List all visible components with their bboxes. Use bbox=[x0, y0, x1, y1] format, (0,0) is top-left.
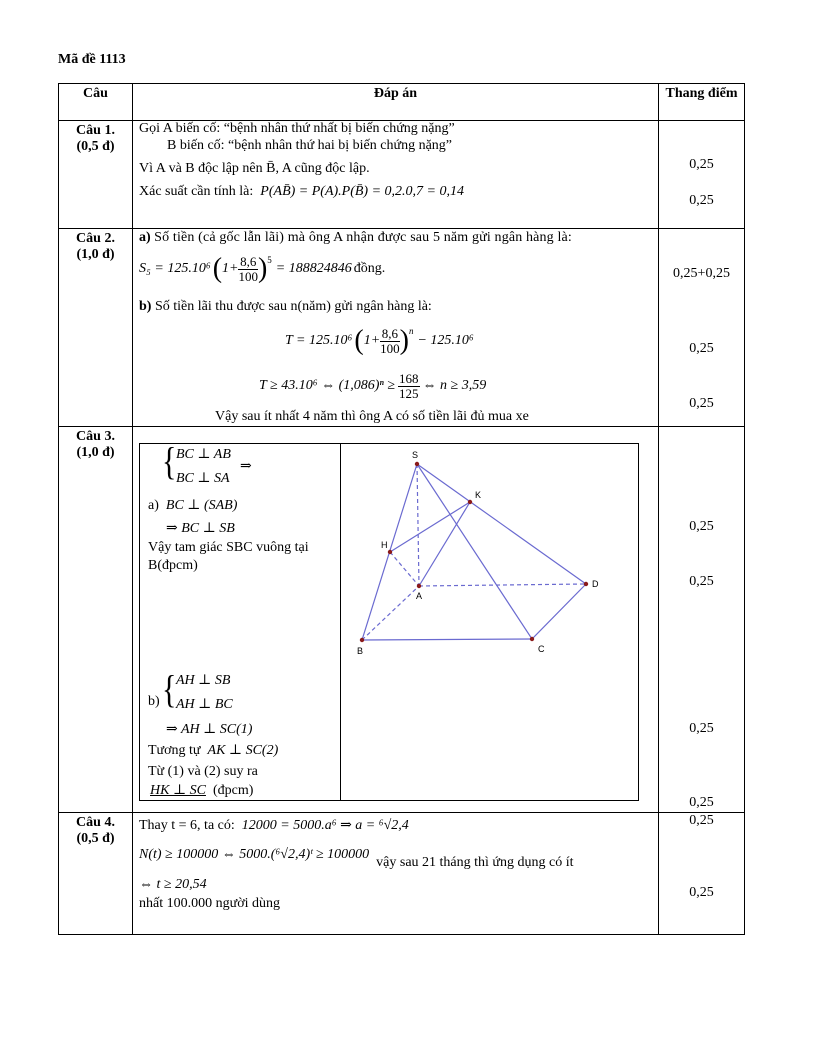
q1-score-2: 0,25 bbox=[689, 193, 714, 208]
segment-AH bbox=[390, 552, 419, 586]
q1-line1: Gọi A biến cố: “bệnh nhân thứ nhất bị biến chứng nặng” bbox=[139, 121, 455, 136]
header-row bbox=[59, 84, 745, 121]
edge-AD bbox=[419, 584, 586, 586]
cau-3-score bbox=[659, 427, 745, 813]
segment-AK bbox=[419, 502, 470, 586]
label-D: D bbox=[592, 579, 599, 589]
label-S: S bbox=[412, 450, 419, 460]
cau-4-label: Câu 4. (0,5 đ) bbox=[59, 813, 133, 935]
cau-1-score bbox=[659, 121, 745, 229]
q3-b-label: b) bbox=[148, 694, 160, 709]
point-B bbox=[360, 638, 364, 642]
q3-inner-box: { BC ⊥ AB BC ⊥ SA ⇒ a) BC ⊥ (SAB) ⇒ BC ⊥ SB Vậy tam giác SBC vuông tại B(đpcm) { AH ⊥ SB b) AH ⊥ BC ⇒ AH ⊥ SC(1) Tương tự AK ⊥ SC(2) Từ (1) và (2) suy ra HK ⊥ SC (đpcm) S K H A D B C bbox=[139, 443, 639, 801]
q2-b-line: b) Số tiền lãi thu được sau n(năm) gửi ngân hàng là: bbox=[139, 299, 432, 314]
answer-table bbox=[58, 83, 745, 935]
q3-b-conc: HK ⊥ SC (đpcm) bbox=[150, 783, 254, 798]
row-cau-2 bbox=[59, 229, 745, 427]
cau-2-answer bbox=[133, 229, 659, 427]
cau-3-answer bbox=[133, 427, 659, 813]
q3-score-2: 0,25 bbox=[689, 574, 714, 589]
point-A bbox=[417, 584, 421, 588]
edge-BC bbox=[362, 639, 532, 640]
q2-score-3: 0,25 bbox=[689, 396, 714, 411]
cau-4-answer bbox=[133, 813, 659, 935]
q3-b-sim: Tương tự AK ⊥ SC(2) bbox=[148, 743, 279, 758]
q2-b-formula: T = 125.10⁶ ( 1+ $\frac{8,6}{100}$ ) $^n$ − 125.10⁶ bbox=[285, 325, 474, 356]
q3-score-3: 0,25 bbox=[689, 721, 714, 736]
q1-line4: Xác suất cần tính là: P(AB̄) = P(A).P(B̄) = 0,2.0,7 = 0,14 bbox=[139, 184, 464, 199]
label-H: H bbox=[381, 540, 388, 550]
q3-a-line: a) BC ⊥ (SAB) bbox=[148, 498, 238, 513]
point-H bbox=[388, 550, 392, 554]
edge-CD bbox=[532, 584, 586, 639]
q3-sys2-b: AH ⊥ BC bbox=[176, 697, 233, 712]
point-D bbox=[584, 582, 588, 586]
q2-score-2: 0,25 bbox=[689, 341, 714, 356]
label-C: C bbox=[538, 644, 545, 654]
header-thang-diem: Thang điểm bbox=[659, 84, 745, 121]
q4-line1: Thay t = 6, ta có: 12000 = 5000.a⁶ ⇒ a = ⁶√2,4 bbox=[139, 818, 409, 833]
cau-4-score bbox=[659, 813, 745, 935]
row-cau-3 bbox=[59, 427, 745, 813]
q3-a-conc2: B(đpcm) bbox=[148, 558, 198, 573]
cau-1-label: Câu 1. (0,5 đ) bbox=[59, 121, 133, 229]
header-dap-an: Đáp án bbox=[133, 84, 659, 121]
cau-2-score bbox=[659, 229, 745, 427]
q2-c-formula: T ≥ 43.10⁶ ⇔ (1,086)ⁿ ≥ $\frac{168}{125}$ ⇔ n ≥ 3,59 bbox=[259, 370, 487, 401]
label-A: A bbox=[416, 591, 423, 601]
q3-a-conc1: Vậy tam giác SBC vuông tại bbox=[148, 540, 309, 555]
q2-conclusion: Vậy sau ít nhất 4 năm thì ông A có số tiền lãi đủ mua xe bbox=[215, 409, 529, 424]
row-cau-1 bbox=[59, 121, 745, 229]
cau-1-answer bbox=[133, 121, 659, 229]
cau-3-label: Câu 3. (1,0 đ) bbox=[59, 427, 133, 813]
row-cau-4 bbox=[59, 813, 745, 935]
q4-line2: N(t) ≥ 100000 ⇔ 5000.(⁶√2,4)ᵗ ≥ 100000 vậy sau 21 tháng thì ứng dụng có ít bbox=[139, 847, 574, 870]
cau-2-label: Câu 2. (1,0 đ) bbox=[59, 229, 133, 427]
q1-line3: Vì A và B độc lập nên B̄, A cũng độc lập. bbox=[139, 161, 370, 176]
q3-sys1-b: BC ⊥ SA bbox=[176, 471, 230, 486]
q2-score-1: 0,25+0,25 bbox=[673, 266, 730, 281]
pyramid-figure bbox=[341, 444, 638, 664]
q3-b-imp: ⇒ AH ⊥ SC(1) bbox=[166, 722, 253, 737]
q1-score-1: 0,25 bbox=[689, 157, 714, 172]
q2-a-formula: S₅ = 125.10⁶ ( 1+ $\frac{8,6}{100}$ ) $^5$ = 188824846 đồng. bbox=[139, 253, 386, 284]
header-cau: Câu bbox=[59, 84, 133, 121]
q2-a-line: a) Số tiền (cả gốc lẫn lãi) mà ông A nhận được sau 5 năm gửi ngân hàng là: bbox=[139, 230, 572, 245]
edge-SD bbox=[417, 464, 586, 584]
q3-a-imp: ⇒ BC ⊥ SB bbox=[166, 521, 235, 536]
label-B: B bbox=[357, 646, 364, 656]
q3-sys1-a: BC ⊥ AB bbox=[176, 447, 231, 462]
q4-line3: ⇔ t ≥ 20,54 bbox=[139, 877, 207, 892]
q3-score-4: 0,25 bbox=[689, 795, 714, 810]
edge-SA bbox=[417, 464, 419, 586]
q3-sys1-arrow: ⇒ bbox=[240, 459, 252, 474]
point-S bbox=[415, 462, 419, 466]
point-K bbox=[468, 500, 472, 504]
q4-line4: nhất 100.000 người dùng bbox=[139, 896, 280, 911]
exam-code-title: Mã đề 1113 bbox=[58, 52, 126, 67]
label-K: K bbox=[475, 490, 482, 500]
q3-b-from: Từ (1) và (2) suy ra bbox=[148, 764, 258, 779]
q1-line2: B biến cố: “bệnh nhân thứ hai bị biến chứng nặng” bbox=[167, 138, 452, 153]
point-C bbox=[530, 637, 534, 641]
q4-score-2: 0,25 bbox=[689, 885, 714, 900]
q3-sys2-a: AH ⊥ SB bbox=[176, 673, 231, 688]
q3-score-1: 0,25 bbox=[689, 519, 714, 534]
q4-score-1: 0,25 bbox=[689, 813, 714, 828]
